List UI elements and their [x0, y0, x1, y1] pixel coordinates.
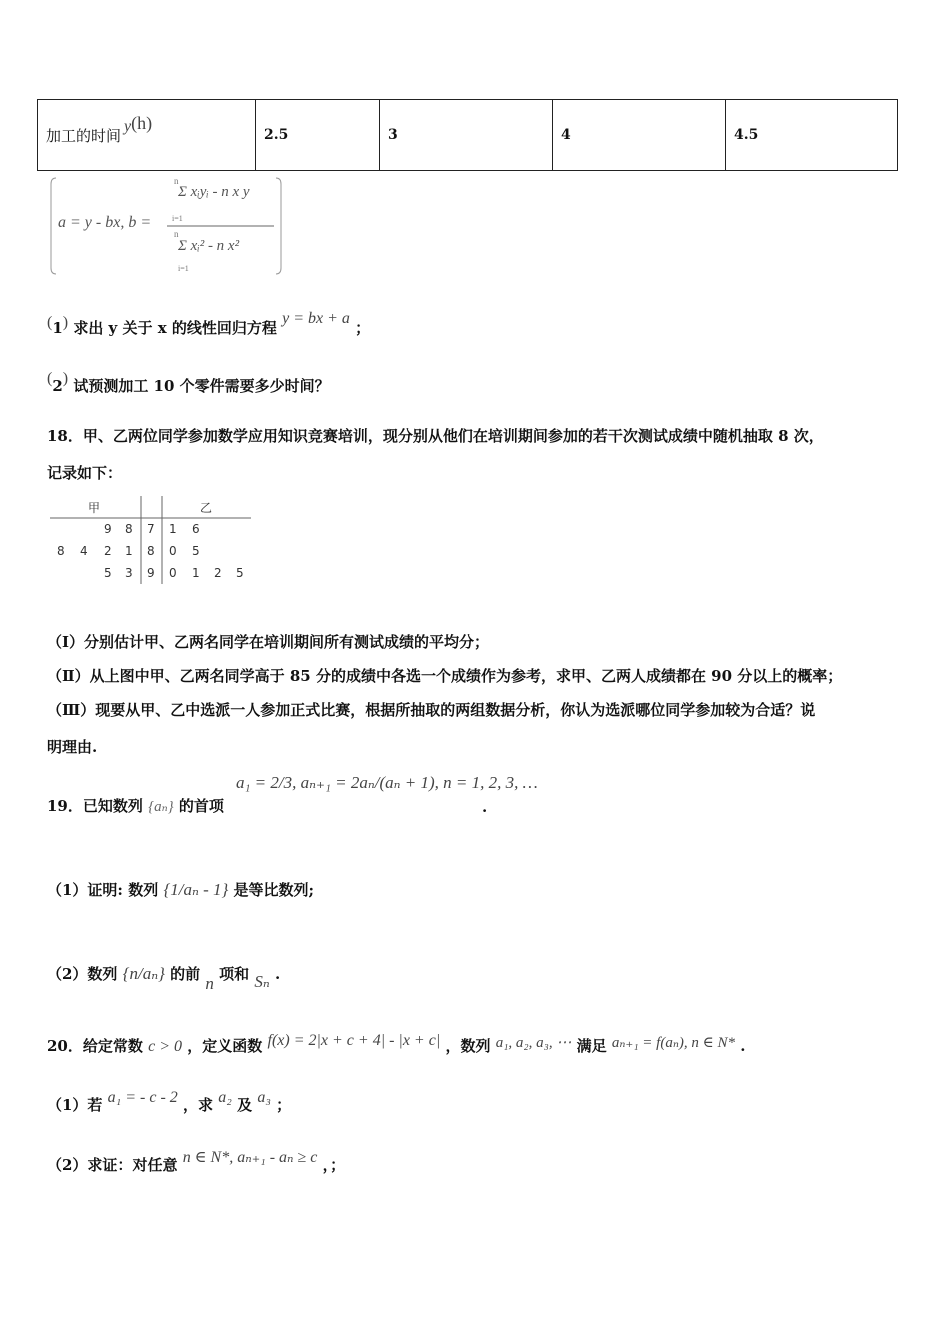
formula-numerator: Σ xᵢyᵢ - n x y [178, 184, 250, 200]
q18-part-i: （Ⅰ）分别估计甲、乙两名同学在培训期间所有测试成绩的平均分； [47, 633, 490, 651]
q18-part-iii-line2: 明理由. [47, 738, 98, 756]
q17-part1-end: ； [355, 319, 371, 337]
q20-rec: aₙ₊₁ = f(aₙ), n ∈ N* [611, 1035, 736, 1051]
leaf-left: 1 [125, 544, 133, 558]
q19-first-term: 的首项 [178, 797, 224, 815]
stem-leaf-plot [48, 496, 253, 586]
table-label-cell [38, 100, 256, 171]
q20-intro-text: 20．给定常数 [47, 1037, 143, 1055]
q20-satisfy: 满足 [576, 1037, 607, 1055]
table-row [38, 100, 898, 171]
q18-line1: 18．甲、乙两位同学参加数学应用知识竞赛培训，现分别从他们在培训期间参加的若干次测试成绩中随机抽取 8 次， [47, 427, 824, 445]
q20-seq: a₁, a₂, a₃, ⋯ [495, 1035, 572, 1051]
leaf-left: 4 [80, 544, 88, 558]
leaf-right: 5 [236, 566, 244, 580]
q19-part2-seq: {n/aₙ} [122, 964, 165, 983]
q17-part1: (1) 求出 y 关于 x 的线性回归方程 y = bx + a ； [47, 310, 371, 337]
q19-part2-dot: . [274, 965, 281, 983]
leaf-right: 1 [169, 522, 177, 536]
q20-part1-ask: ，求 [183, 1096, 214, 1114]
leaf-left: 9 [104, 522, 112, 536]
q18-line2: 记录如下： [47, 464, 123, 482]
q20-part1-cond: a₁ = - c - 2 [107, 1089, 178, 1106]
stem: 7 [147, 522, 155, 536]
leaf-left: 8 [125, 522, 133, 536]
leaf-left: 3 [125, 566, 133, 580]
q20-seq-label: ，数列 [445, 1037, 491, 1055]
q20-def-label: ，定义函数 [187, 1037, 263, 1055]
q20-intro [47, 1032, 746, 1057]
q19-part2 [47, 964, 281, 993]
q19-seq: {aₙ} [148, 799, 174, 815]
table-cell: 4.5 [726, 100, 898, 171]
q19-end: . [482, 798, 488, 816]
sum-top: n [174, 229, 179, 239]
q20-part1-and: 及 [237, 1096, 253, 1114]
leaf-right: 0 [169, 566, 177, 580]
q20-part1-end: ； [276, 1096, 292, 1114]
leaf-right: 6 [192, 522, 200, 536]
q18-part-iii-line1: （Ⅲ）现要从甲、乙中选派一人参加正式比赛，根据所抽取的两组数据分析，你认为选派哪位同学参加较为合适？说 [47, 701, 816, 719]
q20-func: f(x) = 2|x + c + 4| - |x + c| [267, 1032, 441, 1049]
q20-part2-label: （2）求证：对任意 [47, 1156, 178, 1174]
q17-regression-eq: y = bx + a [282, 310, 350, 327]
table-cell: 3 [380, 100, 553, 171]
leaf-right: 5 [192, 544, 200, 558]
q20-part2-cond: n ∈ N*, aₙ₊₁ - aₙ ≥ c [182, 1149, 318, 1166]
leaf-right: 1 [192, 566, 200, 580]
leaf-left: 2 [104, 544, 112, 558]
q19-definition [236, 772, 538, 794]
q17-part1-text: 求出 y 关于 x 的线性回归方程 [73, 319, 277, 337]
q19-part1-seq: {1/aₙ - 1} [163, 880, 229, 899]
table-cell: 2.5 [256, 100, 380, 171]
q20-part2 [47, 1149, 346, 1176]
sum-bottom: i=1 [172, 214, 183, 223]
q19-intro-text: 19．已知数列 [47, 797, 143, 815]
q19-def-expr: a₁ = 2/3, aₙ₊₁ = 2aₙ/(aₙ + 1), n = 1, 2, 3, … [236, 773, 538, 792]
table-cell: 4 [553, 100, 726, 171]
formula-denominator: Σ xᵢ² - n x² [178, 238, 240, 254]
q17-part2: (2) 试预测加工 10 个零件需要多少时间？ [47, 370, 330, 395]
stem-leaf-right-header: 乙 [200, 501, 213, 515]
table-unit: (h) [131, 112, 153, 133]
q19-intro [47, 796, 224, 817]
q17-part1-num: 1 [52, 319, 63, 337]
q20-part1 [47, 1089, 292, 1116]
table-var: y [124, 117, 132, 135]
stem: 8 [147, 544, 155, 558]
q19-part2-s: Sₙ [254, 972, 270, 991]
leaf-left: 5 [104, 566, 112, 580]
stem-leaf-left-header: 甲 [88, 501, 101, 515]
q20-cond: c > 0 [148, 1038, 183, 1055]
q19-part2-n: n [205, 974, 214, 993]
q20-end: . [740, 1037, 746, 1055]
q19-part1-end: 是等比数列; [233, 881, 315, 899]
q20-part1-a3: a₃ [257, 1089, 271, 1106]
leaf-right: 0 [169, 544, 177, 558]
q20-part1-a2: a₂ [218, 1089, 232, 1106]
stem: 9 [147, 566, 155, 580]
table-label: 加工的时间 [46, 126, 122, 145]
q17-part2-num: 2 [52, 377, 63, 395]
q19-part1-label: （1）证明: 数列 [47, 881, 159, 899]
formula-lhs: a = y - bx, b = [58, 214, 152, 231]
leaf-right: 2 [214, 566, 222, 580]
q17-part2-text: 试预测加工 10 个零件需要多少时间？ [73, 377, 330, 395]
q19-part2-label: （2）数列 [47, 965, 118, 983]
regression-formula [50, 176, 282, 276]
q20-part2-end: ，； [322, 1156, 346, 1174]
q20-part1-label: （1）若 [47, 1096, 103, 1114]
q19-part1 [47, 880, 314, 900]
q19-part2-end: 项和 [219, 965, 250, 983]
sum-top: n [174, 176, 179, 186]
q18-part-ii: （Ⅱ）从上图中甲、乙两名同学高于 85 分的成绩中各选一个成绩作为参考，求甲、乙两人成绩都在 90 分以上的概率； [47, 667, 843, 685]
time-table [37, 99, 898, 171]
q19-part2-mid: 的前 [170, 965, 201, 983]
sum-bottom: i=1 [178, 264, 189, 273]
leaf-left: 8 [57, 544, 65, 558]
